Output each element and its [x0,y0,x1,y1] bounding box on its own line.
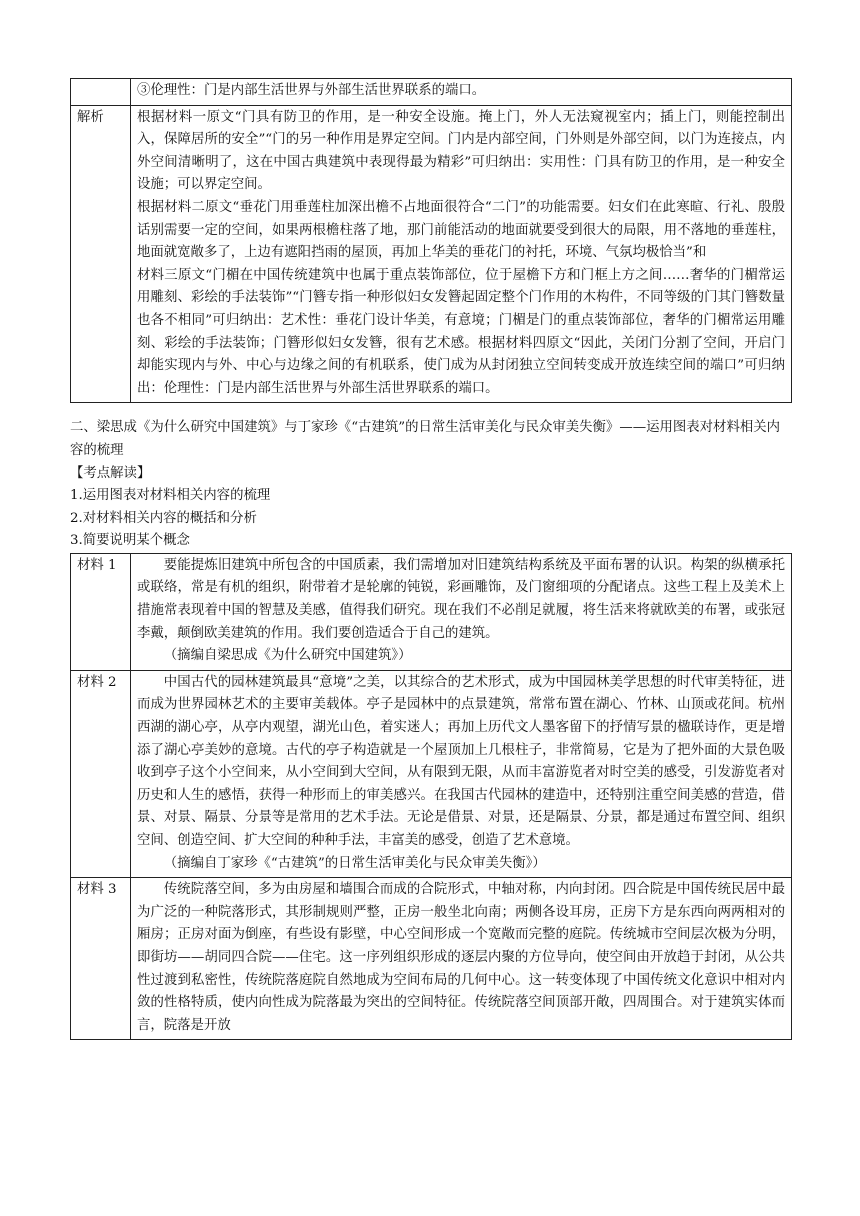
section-heading: 二、梁思成《为什么研究中国建筑》与丁家珍《“古建筑”的日常生活审美化与民众审美失衡》——运用图表对材料相关内容的梳理 [70,420,781,458]
table-row [71,105,792,403]
analysis-table [70,78,792,403]
ethics-cell [131,79,792,106]
material-body: 传统院落空间，多为由房屋和墙围合而成的合院形式，中轴对称，内向封闭。四合院是中国传统民居中最为广泛的一种院落形式，其形制规则严整，正房一般坐北向南；两侧各设耳房，正房下方是东西向两两相对的厢房；正房对面为倒座，有些设有影壁，中心空间形成一个宽敞而完整的庭院。传统城市空间层次极为分明，即街坊——胡同四合院——住宅。这一序列组织形成的逐层内聚的方位导向，使空间由开放趋于封闭，从公共性过渡到私密性，传统院落庭院自然地成为空间布局的几何中心。这一转变体现了中国传统文化意识中相对内敛的性格特质，使内向性成为院落最为突出的空间特征。传统院落空间顶部开敞，四周围合。对于建筑实体而言，院落是开放 [137,882,785,1033]
point-item: 2.对材料相关内容的概括和分析 [70,510,257,526]
material-source: （摘编自丁家珍《“古建筑”的日常生活审美化与民众审美失衡》） [163,855,546,871]
material-body: 要能提炼旧建筑中所包含的中国质素，我们需增加对旧建筑结构系统及平面布署的认识。构架的纵横承托或联络，常是有机的组织，附带着才是轮廓的钝锐，彩画雕饰，及门窗细项的分配诸点。这些工程上及美术上措施常表现着中国的智慧及美感，值得我们研究。现在我们不必削足就履，将生活来将就欧美的布署，或张冠李戴，颠倒欧美建筑的作用。我们要创造适合于自己的建筑。 [137,557,785,641]
analysis-paragraph: 根据材料一原文“门具有防卫的作用，是一种安全设施。掩上门，外人无法窥视室内；插上门，则能控制出入，保障居所的安全”“门的另一种作用是界定空间。门内是内部空间，门外则是外部空间，以门为连接点，内外空间清晰明了，这在中国古典建筑中表现得最为精彩”可归纳出：实用性：门具有防卫的作用，是一种安全设施；可以界定空间。 [137,109,785,193]
material-cell [131,878,792,1040]
analysis-cell [131,105,792,403]
section-two [70,417,792,553]
table-row [71,878,792,1040]
page [70,78,792,1040]
material-cell [131,670,792,877]
analysis-paragraph: 根据材料二原文“垂花门用垂莲柱加深出檐不占地面很符合“二门”的功能需要。妇女们在此寒暄、行礼、殷殷话别需要一定的空间，如果两根檐柱落了地，那门前能活动的地面就要受到很大的局限，用不落地的垂莲柱，地面就宽敞多了，上边有遮阳挡雨的屋顶，再加上华美的垂花门的衬托，环境、气氛均极恰当”和 [137,199,785,261]
section-subheading: 【考点解读】 [70,465,151,481]
material-label: 材料 1 [71,553,131,670]
table-row [71,670,792,877]
material-source: （摘编自梁思成《为什么研究中国建筑》） [163,648,412,664]
table-row [71,79,792,106]
point-item: 1.运用图表对材料相关内容的梳理 [70,488,271,504]
materials-table [70,553,792,1040]
material-label: 材料 2 [71,670,131,877]
analysis-label: 解析 [71,105,131,403]
material-body: 中国古代的园林建筑最具“意境”之美，以其综合的艺术形式，成为中国园林美学思想的时代审美特征，进而成为世界园林艺术的主要审美载体。亭子是园林中的点景建筑，常常布置在湖心、竹林、山顶或花间。杭州西湖的湖心亭，从亭内观望，湖光山色，着实迷人；再加上历代文人墨客留下的抒情写景的楹联诗作，更是增添了湖心亭美妙的意境。古代的亭子构造就是一个屋顶加上几根柱子，非常简易，它是为了把外面的大景色吸收到亭子这个小空间来，从小空间到大空间，从有限到无限，从而丰富游览者对时空美的感受，引发游览者对历史和人生的感悟，获得一种形而上的审美感兴。在我国古代园林的建造中，还特别注重空间美感的营造，借景、对景、隔景、分景等是常用的艺术手法。无论是借景、对景，还是隔景、分景，都是通过布置空间、组织空间、创造空间、扩大空间的种种手法，丰富美的感受，创造了艺术意境。 [137,674,785,848]
material-label: 材料 3 [71,878,131,1040]
point-item: 3.简要说明某个概念 [70,533,190,549]
table-row [71,553,792,670]
ethics-text: ③伦理性：门是内部生活世界与外部生活世界联系的端口。 [137,83,486,98]
empty-label-cell [71,79,131,106]
material-cell [131,553,792,670]
analysis-paragraph: 材料三原文“门楣在中国传统建筑中也属于重点装饰部位，位于屋檐下方和门框上方之间……奢华的门楣常运用雕刻、彩绘的手法装饰”“门簪专指一种形似妇女发簪起固定整个门作用的木构件，不同等级的门其门簪数量也各不相同”可归纳出：艺术性：垂花门设计华美，有意境；门楣是门的重点装饰部位，奢华的门楣常运用雕刻、彩绘的手法装饰；门簪形似妇女发簪，很有艺术感。根据材料四原文“因此，关闭门分割了空间，开启门却能实现内与外、中心与边缘之间的有机联系，使门成为从封闭独立空间转变成开放连续空间的端口”可归纳出：伦理性：门是内部生活世界与外部生活世界联系的端口。 [137,267,785,396]
